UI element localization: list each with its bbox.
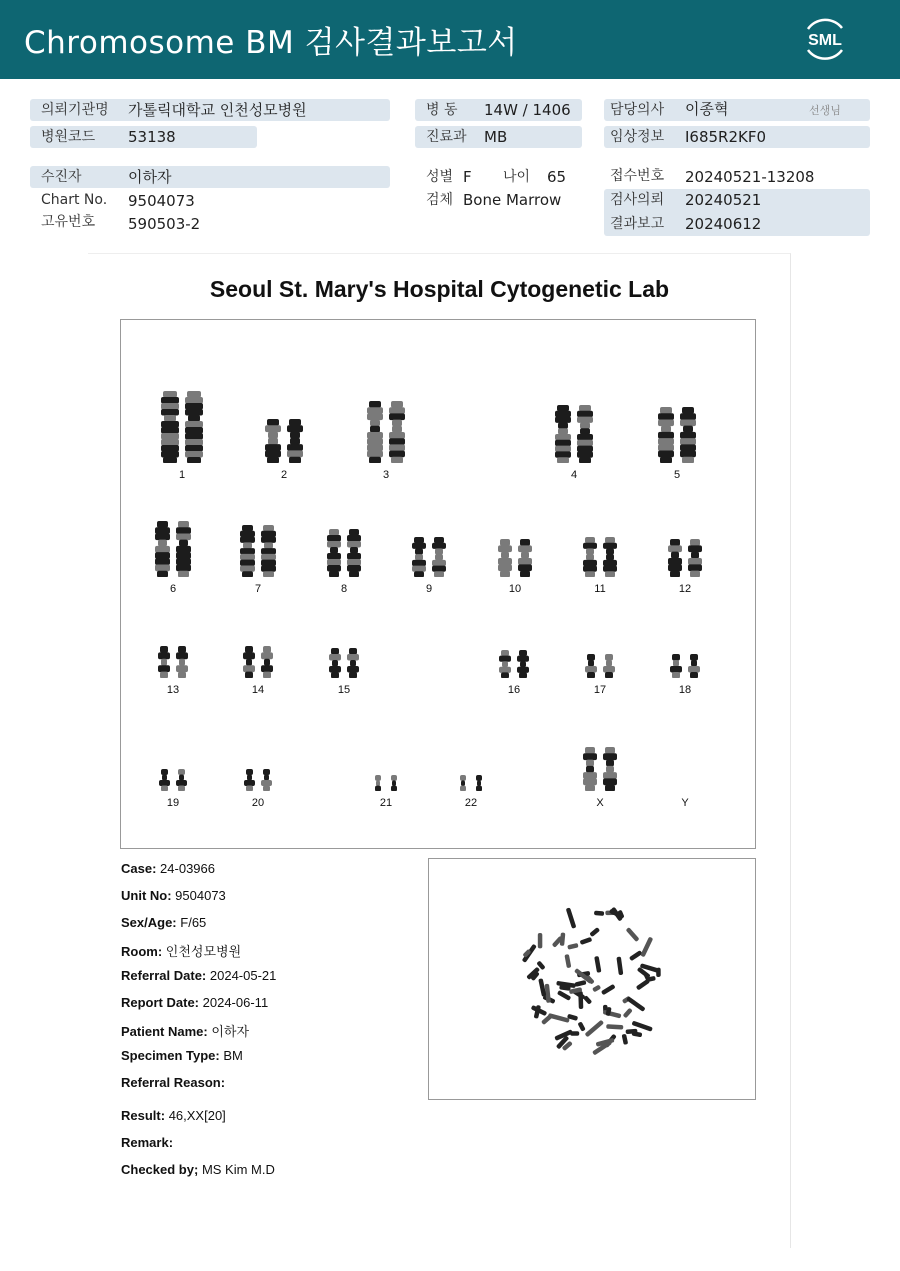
clinical-label: 임상정보 xyxy=(610,129,665,145)
report-date-field xyxy=(121,995,268,1010)
chromosome-label-8: 8 xyxy=(340,583,348,595)
chromosome-pair-8 xyxy=(326,529,362,577)
ward-value: 14W / 1406 xyxy=(484,101,571,119)
chromosome-label-13: 13 xyxy=(166,684,180,696)
chromosome-pair-18 xyxy=(669,654,701,678)
doctor-suffix: 선생님 xyxy=(809,104,841,117)
chromosome-label-16: 16 xyxy=(507,684,521,696)
checked-by-field xyxy=(121,1162,275,1177)
chromosome-label-20: 20 xyxy=(251,797,265,809)
institution-label: 의뢰기관명 xyxy=(41,102,109,118)
age-value: 65 xyxy=(547,168,567,186)
chromosome-pair-15 xyxy=(328,648,360,678)
unique-no-label: 고유번호 xyxy=(41,214,96,230)
remark-label: Remark: xyxy=(121,1135,174,1150)
unit-label: Unit No: xyxy=(121,888,172,903)
room-field xyxy=(121,941,241,960)
doctor-label: 담당의사 xyxy=(610,102,665,118)
chromosome-label-22: 22 xyxy=(464,797,478,809)
hospital-code-label: 병원코드 xyxy=(41,129,96,145)
chromosome-pair-11 xyxy=(582,537,618,577)
metaphase-frame xyxy=(428,858,756,1100)
chromosome-pair-12 xyxy=(667,539,703,577)
chromosome-label-4: 4 xyxy=(570,469,578,481)
chromosome-label-9: 9 xyxy=(425,583,433,595)
chromosome-pair-17 xyxy=(584,654,616,678)
unique-no-value: 590503-2 xyxy=(128,215,201,233)
chromosome-pair-2 xyxy=(264,419,304,463)
report-date-label-2: Report Date: xyxy=(121,995,200,1010)
report-date-label: 결과보고 xyxy=(610,216,665,232)
case-value: 24-03966 xyxy=(160,861,215,876)
chart-no-value: 9504073 xyxy=(128,192,195,210)
sexage-label: Sex/Age: xyxy=(121,915,177,930)
referral-reason-field xyxy=(121,1075,225,1090)
chromosome-label-19: 19 xyxy=(166,797,180,809)
chromosome-pair-16 xyxy=(498,650,530,678)
chromosome-pair-7 xyxy=(239,525,277,577)
remark-field xyxy=(121,1135,173,1150)
result-label: Result: xyxy=(121,1108,166,1123)
chromosome-pair-22 xyxy=(457,775,485,791)
sex-label: 성별 xyxy=(426,169,454,185)
metaphase-spread-image xyxy=(429,859,755,1099)
chromosome-label-12: 12 xyxy=(678,583,692,595)
doctor-value: 이종혁 xyxy=(685,100,729,118)
chromosome-pair-X xyxy=(582,747,618,791)
result-field xyxy=(121,1108,226,1123)
chromosome-pair-10 xyxy=(497,539,533,577)
patient-name-label: Patient Name: xyxy=(121,1024,208,1039)
chromosome-pair-19 xyxy=(158,769,188,791)
request-date-label: 검사의뢰 xyxy=(610,192,665,208)
specimen-type-value: BM xyxy=(223,1048,243,1063)
receipt-label: 접수번호 xyxy=(610,168,665,184)
sml-logo-icon xyxy=(800,14,850,64)
chart-no-label: Chart No. xyxy=(41,192,108,208)
patient-value: 이하자 xyxy=(128,168,172,186)
sexage-field xyxy=(121,915,206,930)
specimen-type-field xyxy=(121,1048,243,1063)
chromosome-pair-9 xyxy=(411,537,447,577)
chromosome-pair-3 xyxy=(366,401,406,463)
chromosome-label-2: 2 xyxy=(280,469,288,481)
referral-date-value: 2024-05-21 xyxy=(209,968,277,983)
specimen-type-label: Specimen Type: xyxy=(121,1048,220,1063)
report-date-value-2: 2024-06-11 xyxy=(202,995,269,1010)
chromosome-pair-5 xyxy=(657,407,697,463)
referral-date-field xyxy=(121,968,276,983)
chromosome-pair-20 xyxy=(243,769,273,791)
chromosome-label-17: 17 xyxy=(593,684,607,696)
header-bar xyxy=(0,0,900,79)
chromosome-label-1: 1 xyxy=(178,469,186,481)
chromosome-label-18: 18 xyxy=(678,684,692,696)
logo-text: SML xyxy=(808,32,842,49)
room-value: 인천성모병원 xyxy=(165,944,242,959)
chromosome-label-14: 14 xyxy=(251,684,265,696)
chromosome-label-3: 3 xyxy=(382,469,390,481)
ward-label: 병 동 xyxy=(426,102,458,118)
lab-title: Seoul St. Mary's Hospital Cytogenetic Lab xyxy=(209,276,670,302)
patient-row xyxy=(30,166,390,188)
case-field xyxy=(121,861,215,876)
sexage-value: F/65 xyxy=(180,915,207,930)
checked-by-label: Checked by; xyxy=(121,1162,199,1177)
patient-name-field xyxy=(121,1021,249,1040)
referral-reason-label: Referral Reason: xyxy=(121,1075,226,1090)
chromosome-pair-13 xyxy=(157,646,189,678)
specimen-label: 검체 xyxy=(426,192,454,208)
institution-value: 가톨릭대학교 인천성모병원 xyxy=(128,101,307,119)
request-date-value: 20240521 xyxy=(685,191,762,209)
chromosome-pair-1 xyxy=(160,391,204,463)
unit-value: 9504073 xyxy=(175,888,226,903)
referral-date-label: Referral Date: xyxy=(121,968,207,983)
specimen-value: Bone Marrow xyxy=(463,191,562,209)
report-title: Chromosome BM 검사결과보고서 xyxy=(24,25,518,61)
department-label: 진료과 xyxy=(426,129,467,145)
patient-name-value: 이하자 xyxy=(211,1024,250,1039)
department-value: MB xyxy=(484,128,508,146)
chromosome-label-X: X xyxy=(596,797,604,809)
chromosome-pair-6 xyxy=(154,521,192,577)
chromosome-label-5: 5 xyxy=(673,469,681,481)
chromosome-label-Y: Y xyxy=(681,797,689,809)
chromosome-label-7: 7 xyxy=(254,583,262,595)
patient-label: 수진자 xyxy=(41,169,82,185)
unit-field xyxy=(121,888,226,903)
hospital-code-value: 53138 xyxy=(128,128,176,146)
chromosome-pair-14 xyxy=(242,646,274,678)
receipt-value: 20240521-13208 xyxy=(685,168,815,186)
chromosome-label-10: 10 xyxy=(508,583,522,595)
room-label: Room: xyxy=(121,944,163,959)
chromosome-pair-4 xyxy=(554,405,594,463)
chromosome-label-11: 11 xyxy=(594,583,606,595)
chromosome-pair-21 xyxy=(372,775,400,791)
chromosome-label-21: 21 xyxy=(379,797,393,809)
case-label: Case: xyxy=(121,861,157,876)
result-value: 46,XX[20] xyxy=(168,1108,226,1123)
chromosome-label-6: 6 xyxy=(169,583,177,595)
age-label: 나이 xyxy=(503,169,531,185)
chromosome-label-15: 15 xyxy=(337,684,351,696)
report-date-value: 20240612 xyxy=(685,215,762,233)
clinical-value: I685R2KF0 xyxy=(685,128,767,146)
checked-by-value: MS Kim M.D xyxy=(201,1162,275,1177)
sex-value: F xyxy=(463,168,472,186)
